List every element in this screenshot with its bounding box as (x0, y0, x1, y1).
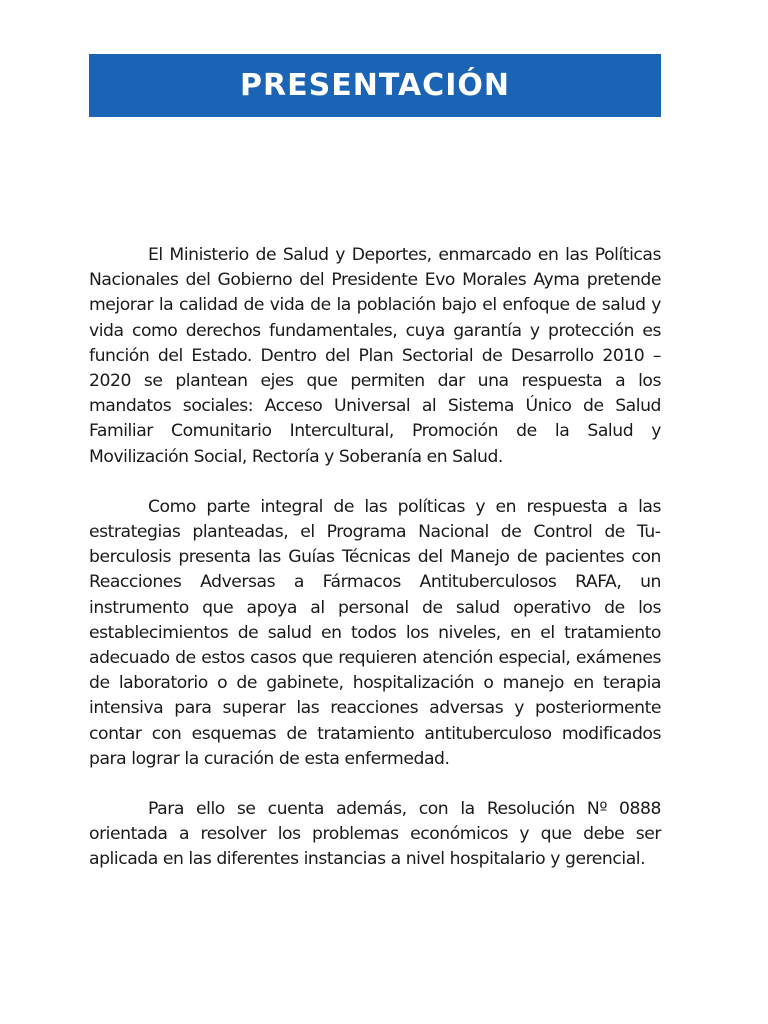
title-banner (89, 54, 661, 117)
paragraph-intro: El Ministerio de Salud y Deportes, enmarcado en las Políticas Nacionales del Gobierno del Presidente Evo Morales Ayma pretende mejorar la calidad de vida de la población bajo el enfoque de salud y vida como derechos fundamentales, cuya garantía y protección es función del Estado. Dentro del Plan Sectorial de Desarrollo 2010 – 2020 se plantean ejes que permiten dar una respuesta a los mandatos sociales: Acceso Universal al Sistema Único de Salud Familiar Comunitario Intercultural, Promoción de la Salud y Movilización Social, Rectoría y Soberanía en Salud. (89, 245, 661, 467)
document-body (89, 243, 661, 898)
paragraph-program: Como parte integral de las políticas y en respuesta a las estrategias planteadas, el Programa Nacional de Control de Tuberculosis presenta las Guías Técnicas del Manejo de pacientes con Reacciones Adversas a Fármacos Antituberculosos RAFA, un instrumento que apoya al personal de salud operativo de los establecimientos de salud en todos los niveles, en el tratamiento adecuado de estos casos que requieren atención especial, exámenes de laboratorio o de gabinete, hospitalización o manejo en terapia intensiva para superar las reacciones adversas y posteriormente contar con esquemas de tratamiento antituberculoso modificados para lograr la curación de esta enfermedad. (89, 496, 661, 769)
paragraph-resolution: Para ello se cuenta además, con la Resolución Nº 0888 orientada a resolver los problemas económicos y que debe ser aplicada en las diferentes instancias a nivel hospitalario y gerencial. (89, 799, 661, 870)
page-title: PRESENTACIÓN (240, 68, 510, 103)
